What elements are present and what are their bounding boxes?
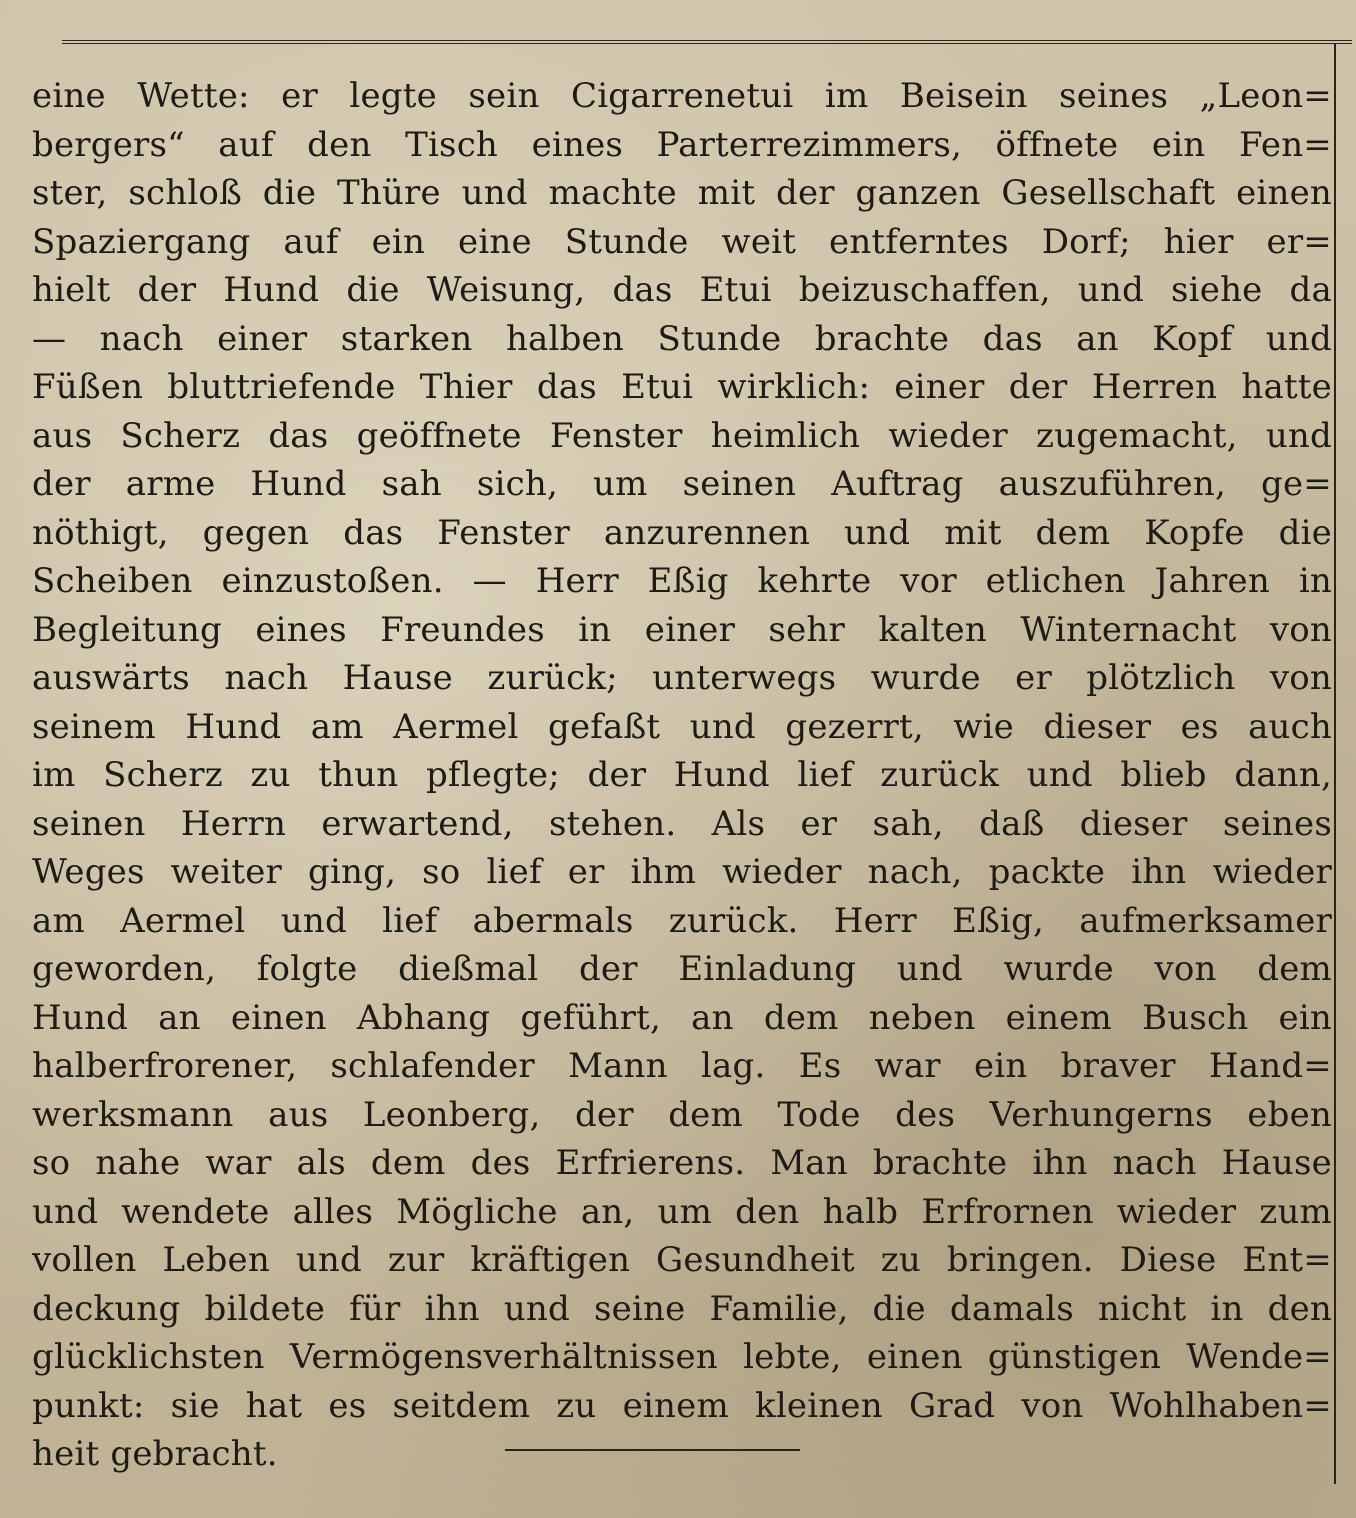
- text-line: halberfrorener, schlafender Mann lag. Es war ein braver Hand=: [32, 1046, 1332, 1086]
- text-line: glücklichsten Vermögensverhältnissen lebte, einen günstigen Wende=: [32, 1337, 1332, 1377]
- text-line: aus Scherz das geöffnete Fenster heimlich wieder zugemacht, und: [32, 415, 1332, 456]
- text-line: bergers“ auf den Tisch eines Parterrezimmers, öffnete ein Fen=: [32, 124, 1332, 165]
- right-column-rule: [1334, 44, 1336, 1484]
- text-line: ster, schloß die Thüre und machte mit der ganzen Gesellschaft einen: [32, 173, 1332, 213]
- text-line: vollen Leben und zur kräftigen Gesundheit zu bringen. Diese Ent=: [32, 1240, 1332, 1280]
- top-double-rule: [62, 40, 1352, 44]
- text-line-last: heit gebracht.: [32, 1434, 278, 1474]
- text-line: und wendete alles Mögliche an, um den halb Erfrornen wieder zum: [32, 1191, 1332, 1232]
- text-line: hielt der Hund die Weisung, das Etui beizuschaffen, und siehe da: [32, 270, 1332, 310]
- text-line: auswärts nach Hause zurück; unterwegs wurde er plötzlich von: [32, 658, 1332, 698]
- text-line: nöthigt, gegen das Fenster anzurennen und mit dem Kopfe die: [32, 512, 1332, 553]
- text-line: deckung bildete für ihn und seine Familie, die damals nicht in den: [32, 1288, 1332, 1329]
- text-line: punkt: sie hat es seitdem zu einem kleinen Grad von Wohlhaben=: [32, 1385, 1332, 1426]
- text-line: am Aermel und lief abermals zurück. Herr Eßig, aufmerksamer: [32, 900, 1332, 941]
- text-line: werksmann aus Leonberg, der dem Tode des Verhungerns eben: [32, 1094, 1332, 1135]
- text-line: eine Wette: er legte sein Cigarrenetui im Beisein seines „Leon=: [32, 76, 1332, 116]
- section-end-rule: [505, 1449, 800, 1451]
- text-line: — nach einer starken halben Stunde brachte das an Kopf und: [32, 318, 1332, 359]
- text-line: Füßen bluttriefende Thier das Etui wirklich: einer der Herren hatte: [32, 367, 1332, 407]
- text-line: seinen Herrn erwartend, stehen. Als er sah, daß dieser seines: [32, 803, 1332, 844]
- text-line: Spaziergang auf ein eine Stunde weit entferntes Dorf; hier er=: [32, 221, 1332, 262]
- text-line: Begleitung eines Freundes in einer sehr kalten Winternacht von: [32, 609, 1332, 650]
- text-line: der arme Hund sah sich, um seinen Auftrag auszuführen, ge=: [32, 464, 1332, 504]
- text-line: Hund an einen Abhang geführt, an dem neben einem Busch ein: [32, 997, 1332, 1038]
- text-line: seinem Hund am Aermel gefaßt und gezerrt, wie dieser es auch: [32, 706, 1332, 747]
- text-line: Scheiben einzustoßen. — Herr Eßig kehrte vor etlichen Jahren in: [32, 561, 1332, 601]
- text-line: so nahe war als dem des Erfrierens. Man brachte ihn nach Hause: [32, 1143, 1332, 1183]
- text-line: Weges weiter ging, so lief er ihm wieder nach, packte ihn wieder: [32, 852, 1332, 892]
- text-line: im Scherz zu thun pflegte; der Hund lief zurück und blieb dann,: [32, 755, 1332, 795]
- body-text: [32, 72, 1332, 1479]
- text-line: geworden, folgte dießmal der Einladung und wurde von dem: [32, 949, 1332, 989]
